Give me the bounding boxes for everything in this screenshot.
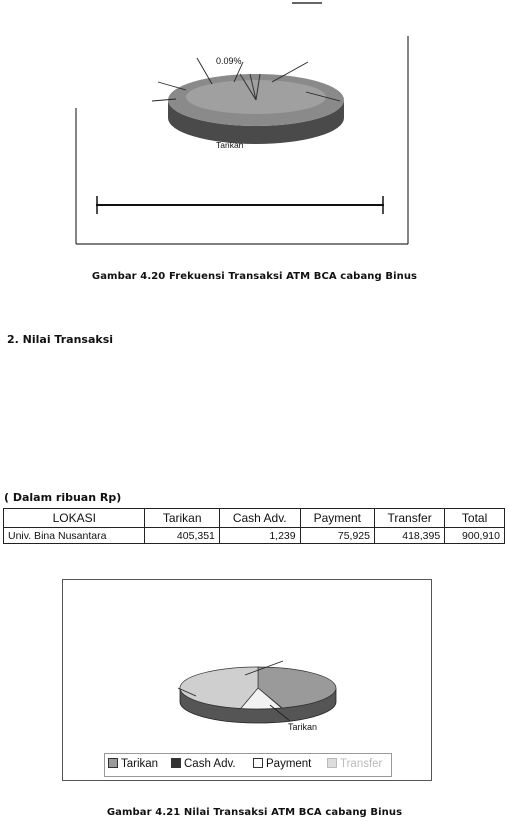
col-header-cash-adv: Cash Adv. bbox=[219, 509, 300, 528]
pie-label-tarikan: Tarikan bbox=[288, 722, 318, 732]
col-header-transfer: Transfer bbox=[375, 509, 445, 528]
cell-total: 900,910 bbox=[445, 528, 505, 544]
col-header-total: Total bbox=[445, 509, 505, 528]
pct-label: 0.09% bbox=[216, 56, 242, 66]
legend-item-cash-adv: Cash Adv. bbox=[171, 758, 236, 770]
chart-legend bbox=[104, 753, 392, 777]
figure-caption: Gambar 4.20 Frekuensi Transaksi ATM BCA cabang Binus bbox=[91, 271, 418, 282]
legend-item-tarikan: Tarikan bbox=[108, 758, 158, 770]
cell-payment: 75,925 bbox=[300, 528, 374, 544]
table-units: ( Dalam ribuan Rp) bbox=[4, 491, 122, 504]
col-header-tarikan: Tarikan bbox=[145, 509, 219, 528]
cell-cash-adv: 1,239 bbox=[219, 528, 300, 544]
legend-swatch-payment bbox=[253, 758, 263, 768]
col-header-payment: Payment bbox=[300, 509, 374, 528]
cell-lokasi: Univ. Bina Nusantara bbox=[4, 528, 145, 544]
pie-label-tarikan: Tarikan bbox=[216, 140, 244, 150]
cell-transfer: 418,395 bbox=[375, 528, 445, 544]
legend-swatch-tarikan bbox=[108, 758, 118, 768]
legend-swatch-cash-adv bbox=[171, 758, 181, 768]
col-header-lokasi: LOKASI bbox=[4, 509, 145, 528]
cell-tarikan: 405,351 bbox=[145, 528, 219, 544]
legend-swatch-transfer bbox=[327, 758, 337, 768]
legend-item-transfer: Transfer bbox=[327, 758, 382, 770]
legend-item-payment: Payment bbox=[253, 758, 311, 770]
figure-caption: Gambar 4.21 Nilai Transaksi ATM BCA cabang Binus bbox=[106, 807, 403, 818]
section-heading: 2. Nilai Transaksi bbox=[7, 333, 114, 346]
